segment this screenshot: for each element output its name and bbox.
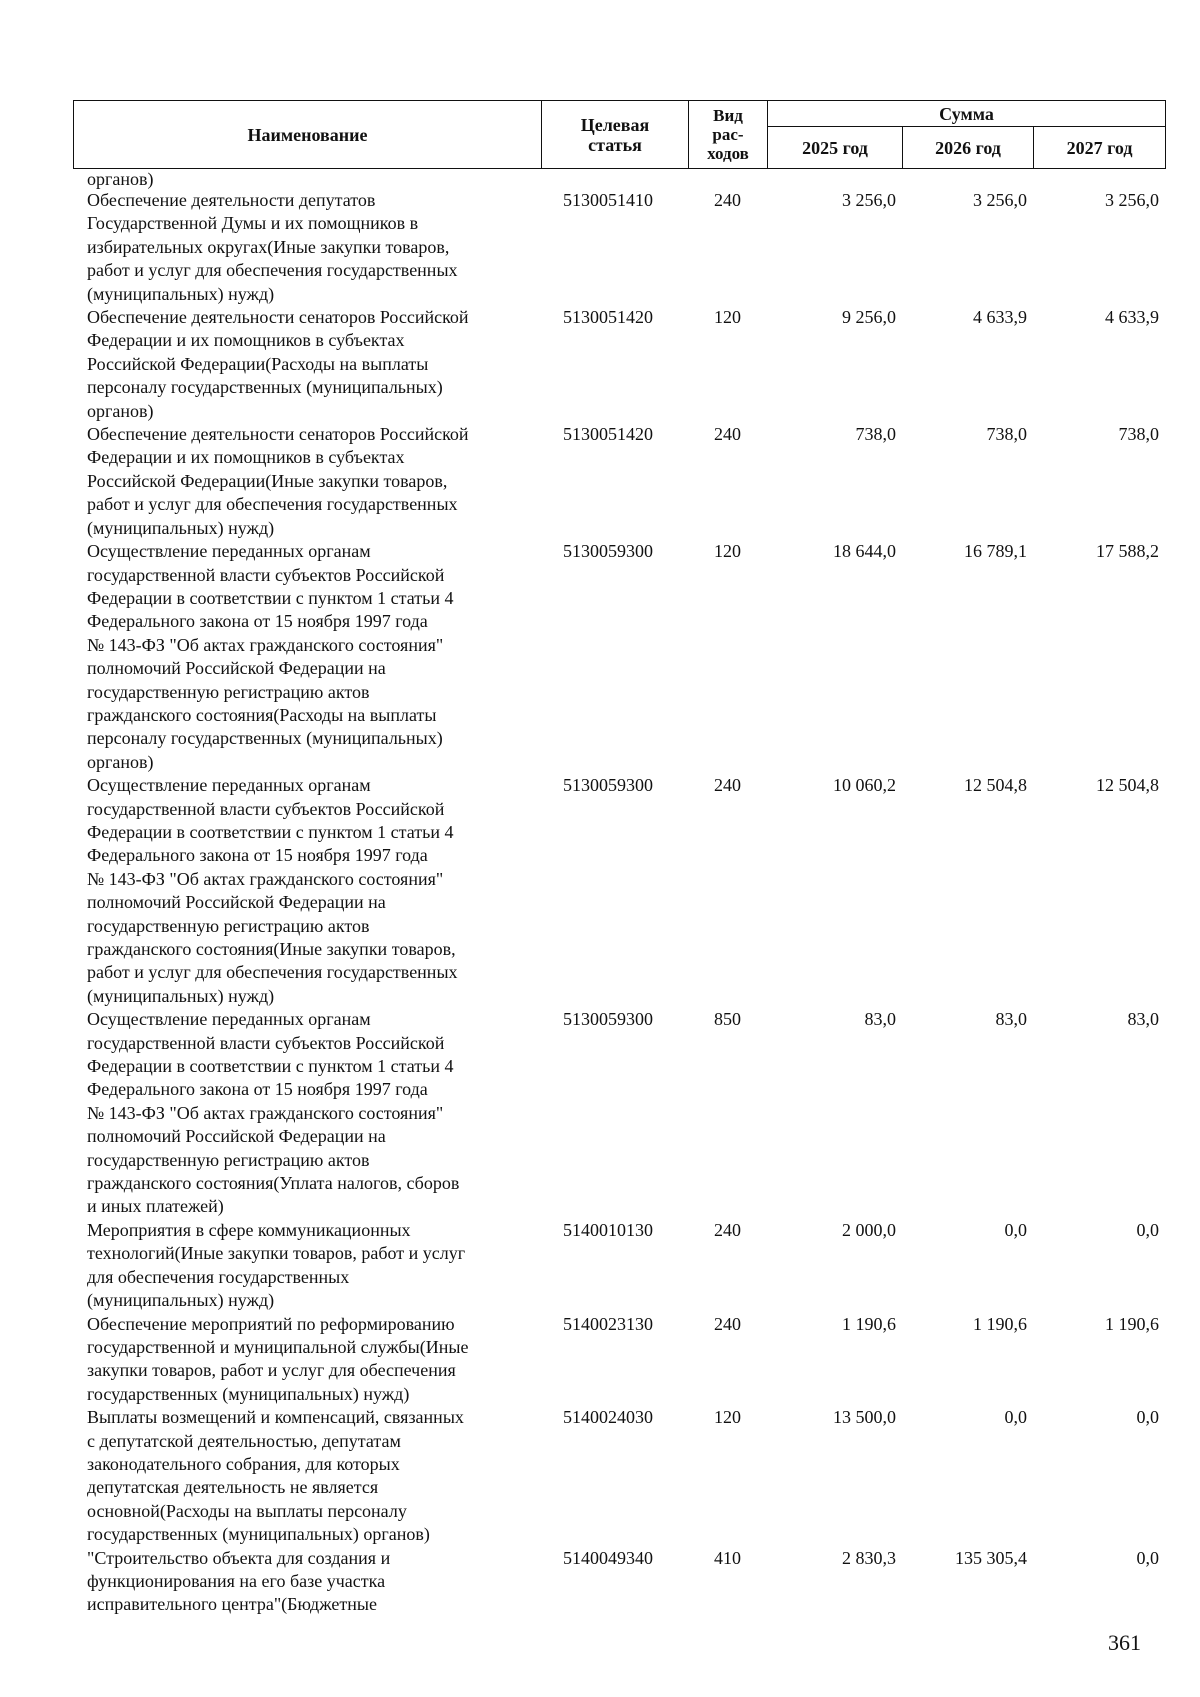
row-expense-type: 850 bbox=[714, 1009, 741, 1030]
row-target-article: 5140010130 bbox=[563, 1219, 653, 1240]
table-row bbox=[73, 1406, 1165, 1546]
row-sum-2026: 0,0 bbox=[1004, 1219, 1027, 1240]
row-sum-2027: 1 190,6 bbox=[1105, 1313, 1159, 1334]
continuation-row bbox=[73, 169, 1165, 189]
row-name: Осуществление переданных органам государственной власти субъектов Российской Федерации в соответствии с пунктом 1 статьи 4 Федерального закона от 15 ноября 1997 года № 143-ФЗ "Об актах гражданского состояния" полномочий Российской Федерации на государственную регистрацию актов гражданского состояния(Иные закупки товаров, работ и услуг для обеспечения государственных (муниципальных) нужд) bbox=[87, 775, 458, 1006]
row-sum-2026: 83,0 bbox=[995, 1009, 1027, 1030]
row-sum-2026: 3 256,0 bbox=[973, 190, 1027, 210]
row-sum-2025: 18 644,0 bbox=[833, 541, 896, 562]
row-name: Мероприятия в сфере коммуникационных технологий(Иные закупки товаров, работ и услуг для обеспечения государственных (муниципальных) нужд) bbox=[87, 1219, 466, 1311]
row-expense-type: 120 bbox=[714, 1407, 741, 1428]
row-sum-2026: 1 190,6 bbox=[973, 1313, 1027, 1334]
row-sum-2026: 0,0 bbox=[1004, 1407, 1027, 1428]
header-target-article: Целевая статья bbox=[542, 101, 689, 169]
row-expense-type: 240 bbox=[714, 1313, 741, 1334]
row-expense-type: 240 bbox=[714, 424, 741, 445]
row-sum-2027: 12 504,8 bbox=[1096, 775, 1159, 796]
row-name: "Строительство объекта для создания и функционирования на его базе участка исправительного центра"(Бюджетные bbox=[87, 1547, 391, 1615]
row-sum-2025: 3 256,0 bbox=[842, 190, 896, 210]
row-name: Обеспечение деятельности сенаторов Российской Федерации и их помощников в субъектах Российской Федерации(Иные закупки товаров, работ и услуг для обеспечения государственных (муниципальных) нужд) bbox=[87, 424, 469, 538]
table-row bbox=[73, 189, 1165, 306]
row-sum-2025: 10 060,2 bbox=[833, 775, 896, 796]
row-sum-2027: 3 256,0 bbox=[1105, 190, 1159, 210]
row-sum-2027: 0,0 bbox=[1136, 1407, 1159, 1428]
row-sum-2025: 738,0 bbox=[855, 424, 896, 445]
row-sum-2025: 9 256,0 bbox=[842, 307, 896, 328]
continuation-text: органов) bbox=[87, 169, 154, 189]
page-number: 361 bbox=[1108, 1630, 1141, 1655]
row-sum-2027: 17 588,2 bbox=[1096, 541, 1159, 562]
table-body bbox=[73, 169, 1165, 1617]
row-sum-2026: 16 789,1 bbox=[964, 541, 1027, 562]
row-expense-type: 240 bbox=[714, 1219, 741, 1240]
row-sum-2027: 738,0 bbox=[1118, 424, 1159, 445]
row-sum-2026: 12 504,8 bbox=[964, 775, 1027, 796]
row-target-article: 5140023130 bbox=[563, 1313, 653, 1334]
row-target-article: 5130059300 bbox=[563, 1009, 653, 1030]
budget-page bbox=[73, 100, 1165, 1617]
row-sum-2027: 83,0 bbox=[1127, 1009, 1159, 1030]
row-sum-2025: 13 500,0 bbox=[833, 1407, 896, 1428]
row-target-article: 5130059300 bbox=[563, 775, 653, 796]
row-sum-2026: 738,0 bbox=[986, 424, 1027, 445]
row-expense-type: 240 bbox=[714, 190, 741, 210]
row-expense-type: 120 bbox=[714, 541, 741, 562]
row-sum-2027: 0,0 bbox=[1136, 1219, 1159, 1240]
row-target-article: 5130051420 bbox=[563, 424, 653, 445]
row-name: Обеспечение мероприятий по реформированию государственной и муниципальной службы(Иные закупки товаров, работ и услуг для обеспечения государственных (муниципальных) нужд) bbox=[87, 1313, 469, 1404]
header-year-2026: 2026 год bbox=[903, 127, 1034, 169]
table-row bbox=[73, 1008, 1165, 1219]
header-expense-type: Вид рас- ходов bbox=[689, 101, 768, 169]
header-year-2025: 2025 год bbox=[768, 127, 903, 169]
table-row bbox=[73, 540, 1165, 774]
row-sum-2025: 1 190,6 bbox=[842, 1313, 896, 1334]
table-header bbox=[73, 100, 1166, 169]
row-target-article: 5130051410 bbox=[563, 190, 653, 210]
row-sum-2026: 135 305,4 bbox=[955, 1547, 1027, 1568]
row-sum-2025: 2 000,0 bbox=[842, 1219, 896, 1240]
row-sum-2027: 4 633,9 bbox=[1105, 307, 1159, 328]
row-sum-2025: 2 830,3 bbox=[842, 1547, 896, 1568]
row-name: Осуществление переданных органам государственной власти субъектов Российской Федерации в соответствии с пунктом 1 статьи 4 Федерального закона от 15 ноября 1997 года № 143-ФЗ "Об актах гражданского состояния" полномочий Российской Федерации на государственную регистрацию актов гражданского состояния(Расходы на выплаты персоналу государственных (муниципальных) органов) bbox=[87, 541, 454, 772]
row-sum-2026: 4 633,9 bbox=[973, 307, 1027, 328]
row-sum-2025: 83,0 bbox=[864, 1009, 896, 1030]
row-target-article: 5140049340 bbox=[563, 1547, 653, 1568]
header-year-2027: 2027 год bbox=[1034, 127, 1166, 169]
row-target-article: 5130059300 bbox=[563, 541, 653, 562]
table-row bbox=[73, 1219, 1165, 1313]
header-name: Наименование bbox=[74, 101, 542, 169]
row-name: Выплаты возмещений и компенсаций, связанных с депутатской деятельностью, депутатам законодательного собрания, для которых депутатская деятельность не является основной(Расходы на выплаты персоналу государственных (муниципальных) органов) bbox=[87, 1407, 464, 1545]
table-row bbox=[73, 1313, 1165, 1407]
row-target-article: 5130051420 bbox=[563, 307, 653, 328]
table-row bbox=[73, 774, 1165, 1008]
row-name: Обеспечение деятельности депутатов Государственной Думы и их помощников в избирательных округах(Иные закупки товаров, работ и услуг для обеспечения государственных (муниципальных) нужд) bbox=[87, 190, 458, 304]
header-sum: Сумма bbox=[768, 101, 1166, 127]
row-target-article: 5140024030 bbox=[563, 1407, 653, 1428]
row-sum-2027: 0,0 bbox=[1136, 1547, 1159, 1568]
table-row bbox=[73, 423, 1165, 540]
table-row bbox=[73, 306, 1165, 423]
row-name: Обеспечение деятельности сенаторов Российской Федерации и их помощников в субъектах Российской Федерации(Расходы на выплаты персоналу государственных (муниципальных) органов) bbox=[87, 307, 469, 421]
row-expense-type: 240 bbox=[714, 775, 741, 796]
row-name: Осуществление переданных органам государственной власти субъектов Российской Федерации в соответствии с пунктом 1 статьи 4 Федерального закона от 15 ноября 1997 года № 143-ФЗ "Об актах гражданского состояния" полномочий Российской Федерации на государственную регистрацию актов гражданского состояния(Уплата налогов, сборов и иных платежей) bbox=[87, 1009, 460, 1217]
table-row bbox=[73, 1547, 1165, 1617]
row-expense-type: 410 bbox=[714, 1547, 741, 1568]
row-expense-type: 120 bbox=[714, 307, 741, 328]
